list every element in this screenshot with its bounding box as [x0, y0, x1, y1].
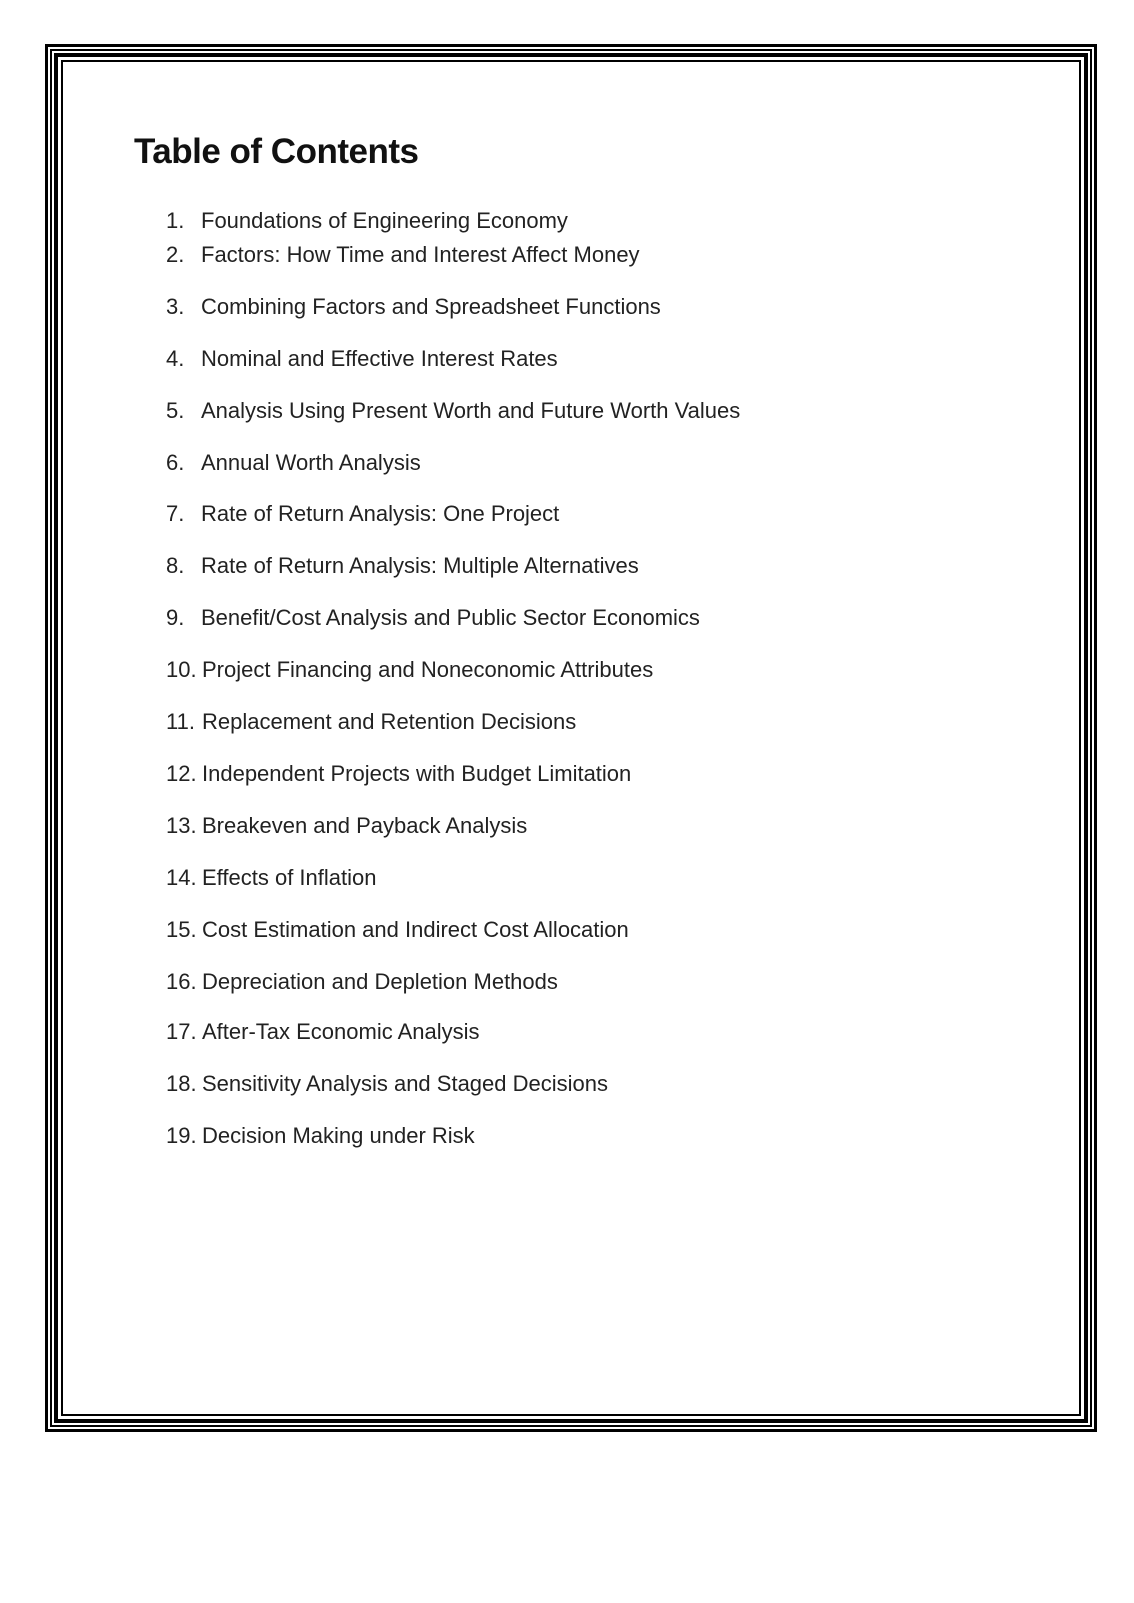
toc-item-title: After-Tax Economic Analysis	[202, 1019, 480, 1044]
toc-item-number: 8.	[166, 553, 185, 578]
toc-item-title: Cost Estimation and Indirect Cost Allocation	[202, 917, 629, 942]
toc-item-number: 10.	[166, 657, 197, 682]
toc-item-title: Replacement and Retention Decisions	[202, 709, 577, 734]
toc-item-5[interactable]	[166, 396, 740, 426]
toc-item-9[interactable]	[166, 603, 700, 633]
toc-item-number: 2.	[166, 242, 185, 267]
toc-item-number: 16.	[166, 969, 197, 994]
toc-item-number: 17.	[166, 1019, 197, 1044]
toc-item-title: Rate of Return Analysis: One Project	[201, 501, 560, 526]
toc-item-title: Analysis Using Present Worth and Future Worth Values	[201, 398, 741, 423]
toc-item-title: Sensitivity Analysis and Staged Decisions	[202, 1071, 608, 1096]
toc-item-10[interactable]	[166, 655, 653, 685]
toc-item-2[interactable]	[166, 240, 640, 270]
toc-item-4[interactable]	[166, 344, 558, 374]
toc-item-title: Breakeven and Payback Analysis	[202, 813, 528, 838]
toc-item-19[interactable]	[166, 1121, 475, 1151]
toc-item-number: 1.	[166, 208, 185, 233]
toc-item-title: Combining Factors and Spreadsheet Functions	[201, 294, 661, 319]
toc-item-1[interactable]	[166, 206, 568, 236]
toc-item-number: 5.	[166, 398, 185, 423]
toc-item-number: 6.	[166, 450, 185, 475]
toc-item-number: 9.	[166, 605, 185, 630]
toc-item-18[interactable]	[166, 1069, 608, 1099]
toc-item-number: 19.	[166, 1123, 197, 1148]
toc-item-17[interactable]	[166, 1017, 480, 1047]
toc-item-title: Rate of Return Analysis: Multiple Alternatives	[201, 553, 639, 578]
toc-item-title: Benefit/Cost Analysis and Public Sector Economics	[201, 605, 700, 630]
toc-item-12[interactable]	[166, 759, 631, 789]
toc-item-13[interactable]	[166, 811, 527, 841]
toc-item-title: Effects of Inflation	[202, 865, 377, 890]
toc-item-8[interactable]	[166, 551, 639, 581]
toc-item-title: Annual Worth Analysis	[201, 450, 421, 475]
page-title: Table of Contents	[134, 132, 419, 171]
toc-item-number: 12.	[166, 761, 197, 786]
toc-item-number: 7.	[166, 501, 185, 526]
toc-item-title: Independent Projects with Budget Limitation	[202, 761, 632, 786]
toc-item-number: 14.	[166, 865, 197, 890]
toc-item-title: Nominal and Effective Interest Rates	[201, 346, 558, 371]
toc-item-14[interactable]	[166, 863, 376, 893]
toc-item-title: Project Financing and Noneconomic Attributes	[202, 657, 654, 682]
toc-item-title: Decision Making under Risk	[202, 1123, 475, 1148]
toc-item-3[interactable]	[166, 292, 661, 322]
toc-item-number: 15.	[166, 917, 197, 942]
toc-item-15[interactable]	[166, 915, 629, 945]
toc-item-number: 4.	[166, 346, 185, 371]
toc-item-number: 13.	[166, 813, 197, 838]
toc-item-7[interactable]	[166, 499, 559, 529]
toc-item-title: Depreciation and Depletion Methods	[202, 969, 558, 994]
toc-item-number: 11.	[166, 709, 195, 734]
toc-item-16[interactable]	[166, 967, 558, 997]
toc-item-11[interactable]	[166, 707, 576, 737]
toc-item-title: Factors: How Time and Interest Affect Money	[201, 242, 640, 267]
toc-item-number: 18.	[166, 1071, 197, 1096]
toc-item-6[interactable]	[166, 448, 421, 478]
toc-item-title: Foundations of Engineering Economy	[201, 208, 568, 233]
toc-item-number: 3.	[166, 294, 185, 319]
